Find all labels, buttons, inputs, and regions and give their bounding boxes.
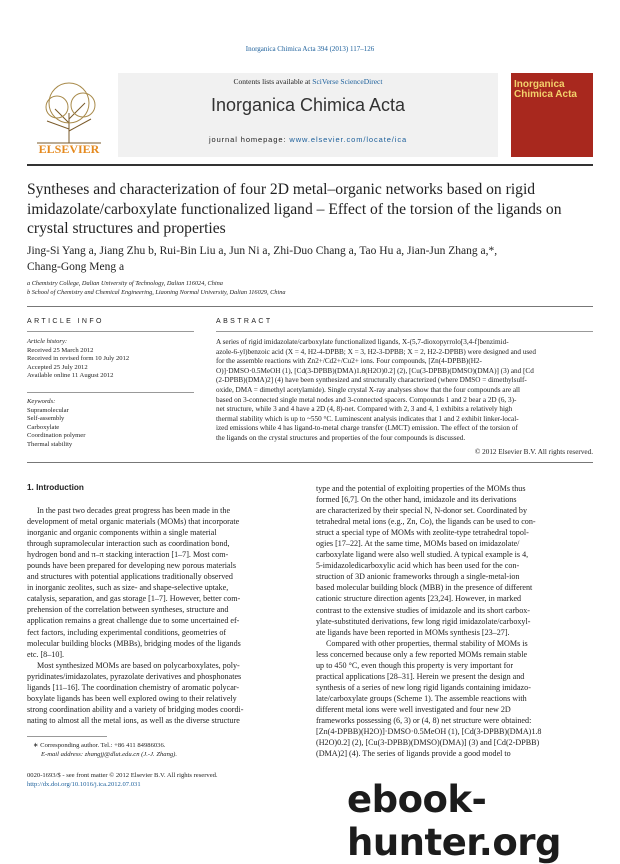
abstract-bottom-rule xyxy=(27,462,593,463)
affiliation-b: b School of Chemistry and Chemical Engineering, Liaoning Normal University, Dalian 116029, China xyxy=(27,289,286,296)
body-line: pounds have been prepared for developing new porous materials xyxy=(27,561,237,571)
body-line: prehension of the correlation between syntheses, structure and xyxy=(27,605,229,615)
copyright-notice: © 2012 Elsevier B.V. All rights reserved. xyxy=(474,448,593,456)
body-line: and structures with potential applications traditionally observed xyxy=(27,572,233,582)
keyword: Self-assembly xyxy=(27,415,65,423)
article-info-heading: ARTICLE INFO xyxy=(27,318,104,325)
body-line: Most synthesized MOMs are based on polycarboxylates, poly- xyxy=(37,660,240,670)
keyword: Coordination polymer xyxy=(27,432,86,440)
body-line: ate ligands have been reported in MOMs synthesis [23–27]. xyxy=(316,627,510,637)
body-line: [Zn(4-DPBB)(H2O)]·DMSO·0.5MeOH (1), [Cd(3-DPBB)(DMA)1.8 xyxy=(316,727,542,737)
contents-prefix: Contents lists available at xyxy=(233,77,313,86)
homepage-link[interactable]: www.elsevier.com/locate/ica xyxy=(289,135,408,144)
body-line: development of metal organic materials (MOMs) that incorporate xyxy=(27,517,240,527)
corresponding-author-note: ∗ Corresponding author. Tel.: +86 411 84986036. xyxy=(33,742,166,749)
abstract-rule xyxy=(216,331,593,332)
body-line: struct a special type of MOMs with zeolite-type tetrahedral topol- xyxy=(316,528,529,538)
body-line: frameworks possessing (6, 3) or (4, 8) net structure were obtained: xyxy=(316,715,532,725)
body-line: application remains a great challenge due to some uncertained ef- xyxy=(27,616,240,626)
site-watermark[interactable]: ebook-hunter.org xyxy=(347,778,561,864)
abstract-line: (2-DPBB)(DMA)2] (4) have been synthesized and structurally characterized (where DMSO = dimethylsulf- xyxy=(216,376,527,385)
authors-line-1[interactable]: Jing-Si Yang a, Jiang Zhu b, Rui-Bin Liu a, Jun Ni a, Zhi-Duo Chang a, Tao Hu a, Jian-Jun Zhang a,*, xyxy=(27,245,498,257)
affiliation-a: a Chemistry College, Dalian University of Technology, Dalian 116024, China xyxy=(27,280,223,287)
body-line: pyridinates/imidazolates, pyrazolate derivatives and phosphonates xyxy=(27,671,242,681)
body-line: strong coordination ability and a variety of bridging modes coordi- xyxy=(27,704,244,714)
body-line: Compared with other properties, thermal stability of MOMs is xyxy=(326,638,528,648)
body-line: catalysis, separation, and gas storage [1–7]. However, better com- xyxy=(27,594,241,604)
elsevier-tree-logo xyxy=(27,73,111,157)
journal-reference[interactable]: Inorganica Chimica Acta 394 (2013) 117–126 xyxy=(245,45,375,53)
homepage-prefix: journal homepage: xyxy=(208,135,290,144)
doi-link[interactable]: http://dx.doi.org/10.1016/j.ica.2012.07.031 xyxy=(27,781,141,788)
body-line: molecular building blocks (MBBs), bridging modes of the ligands xyxy=(27,638,241,648)
body-line: different metal ions were well investigated and four new 2D xyxy=(316,704,511,714)
keyword: Thermal stability xyxy=(27,440,73,448)
journal-cover-title: Inorganica Chimica Acta xyxy=(514,79,577,100)
article-history xyxy=(27,338,177,381)
body-column-left xyxy=(27,505,307,726)
keywords-label: Keywords: xyxy=(27,398,56,405)
abstract-heading: ABSTRACT xyxy=(216,318,273,325)
journal-title: Inorganica Chimica Acta xyxy=(210,95,406,115)
body-line: practical applications [28–31]. Herein we present the design and xyxy=(316,671,525,681)
section-heading-introduction: 1. Introduction xyxy=(27,483,84,492)
body-line: (H2O)0.2] (2), [Cu(3-DPBB)(DMSO)(DMA)] (3) and [Cd(2-DPBB) xyxy=(316,738,540,748)
body-line: struction of 3D anionic frameworks through a single-metal-ion xyxy=(316,572,520,582)
history-rule xyxy=(27,392,194,393)
abstract-line: the ligands on the crystal structures and properties of the four compounds is discussed. xyxy=(216,433,466,442)
body-line: fect factors, including experimental conditions, geometries of xyxy=(27,627,227,637)
body-line: nating to almost all the metal ions, as well as the diverse structure xyxy=(27,715,240,725)
affiliation-rule xyxy=(27,306,593,307)
body-line: carboxylate ligand were also well studied. A typical example is 4, xyxy=(316,550,529,560)
abstract-line: for the assemble reactions with Zn2+/Cd2+/Cu2+ ions. Four compounds, [Zn(4-DPBB)(H2- xyxy=(216,357,482,366)
history-item: Received in revised form 10 July 2012 xyxy=(27,355,130,363)
body-column-right xyxy=(316,483,593,759)
body-line: cationic structure direction agents [23,24]. However, in marked xyxy=(316,594,522,604)
elsevier-wordmark: ELSEVIER xyxy=(38,142,100,156)
body-line: up to 450 °C, even though this property is very important for xyxy=(316,660,514,670)
article-info-rule xyxy=(27,331,194,332)
author-list xyxy=(27,244,597,275)
header-rule xyxy=(27,164,593,166)
body-line: type and the potential of exploiting properties of the MOMs thus xyxy=(316,484,526,493)
body-line: hydrogen bond and π–π stacking interaction [1–7]. Most com- xyxy=(27,550,229,560)
issn-line: 0020-1693/$ - see front matter © 2012 Elsevier B.V. All rights reserved. xyxy=(27,772,218,779)
body-line: boxylate ligands has been well explored owing to their relatively xyxy=(27,693,237,703)
footnote-rule xyxy=(27,736,107,737)
abstract-line: net structure, while 3 and 4 have a 2D (4, 8)-net. Compared with 2, 3 and 4, 1 exhibits a relatively high xyxy=(216,405,513,414)
article-title: Syntheses and characterization of four 2D metal–organic networks based on rigid imidazolate/carboxylate functionalized ligand – Effect of the torsion of the ligands on crystal structures and properties xyxy=(27,181,562,237)
abstract-line: oxide, DMA = dimethyl acetylamide). Single crystal X-ray analyses show that the four compounds are all xyxy=(216,385,521,394)
history-item: Accepted 25 July 2012 xyxy=(27,363,88,371)
abstract-line: A series of rigid imidazolate/carboxylate functionalized ligands, X-(5,7-dioxopyrrolo[3,4-f]benzimid- xyxy=(216,338,509,346)
body-line: inorganic and organic components within a single material xyxy=(27,528,217,538)
body-line: In the past two decades great progress has been made in the xyxy=(37,506,231,515)
body-line: are characterized by their special N, N-donor set. Coordinated by xyxy=(316,506,528,516)
body-line: late/carboxylate groups (Scheme 1). The assemble reactions with xyxy=(316,693,527,703)
body-line: in inorganic zeolites, such as size- and shape-selective uptake, xyxy=(27,583,229,593)
body-line: ylate-substituted derivations, few long rigid imidazolate/carboxyl- xyxy=(316,616,531,626)
history-label: Article history: xyxy=(27,338,68,345)
abstract-line: O)]·DMSO·0.5MeOH (1), [Cd(3-DPBB)(DMA)1.8(H2O)0.2] (2), [Cu(3-DPBB)(DMSO)(DMA)] (3) and [Cd xyxy=(216,366,534,375)
authors-line-2[interactable]: Chang-Gong Meng a xyxy=(27,260,125,273)
body-line: synthesis of a series of new long rigid ligands containing imidazo- xyxy=(316,682,531,692)
keyword: Supramolecular xyxy=(27,406,69,414)
abstract-line: ized emissions while 4 has ligand-to-metal charge transfer (LMCT) emission. The effect of the torsion of xyxy=(216,424,518,433)
body-line: less concerned because only a few reported MOMs remain stable xyxy=(316,649,528,659)
abstract-line: thermal stability which is up to ~550 °C. Luminescent analysis indicates that 1 and 2 exhibit linker-local- xyxy=(216,414,519,423)
abstract-line: azole-6-yl)benzoic acid (X = 4, H2-4-DPBB; X = 3, H2-3-DPBB; X = 2, H2-2-DPBB) were designed and used xyxy=(216,347,536,356)
abstract-line: based on 3-connected single metal nodes and 3-connected spacers. Compounds 1 and 2 bear a 2D (6, 3)- xyxy=(216,395,517,404)
email-note[interactable]: E-mail address: zhangjj@dlut.edu.cn (J.-J. Zhang). xyxy=(41,751,178,758)
body-line: ligands [11–16]. The coordination chemistry of aromatic polycar- xyxy=(27,682,240,692)
front-matter-meta xyxy=(27,771,327,789)
body-line: through supramolecular interaction such as coordination bond, xyxy=(27,539,230,549)
body-line: 5-imidazoledicarboxylic acid which has been used for the con- xyxy=(316,561,520,571)
body-line: formed [6,7]. On the other hand, imidazole and its derivations xyxy=(316,495,517,505)
body-line: (DMA)2] (4). The series of ligands provide a good model to xyxy=(316,749,511,759)
contents-available xyxy=(118,77,498,86)
abstract-body xyxy=(216,338,593,444)
footnote xyxy=(27,741,307,759)
body-line: ogies [17–22]. At the same time, MOMs based on imidazolate/ xyxy=(316,539,520,549)
body-line: etc. [8–10]. xyxy=(27,649,65,659)
history-item: Available online 11 August 2012 xyxy=(27,372,114,380)
body-line: tetrahedral metal ions (e.g., Zn, Co), the ligands can be used to con- xyxy=(316,517,536,527)
body-line: contrast to the extensive studies of imidazole and its short carbox- xyxy=(316,605,530,615)
keyword: Carboxylate xyxy=(27,423,60,431)
history-item: Received 25 March 2012 xyxy=(27,346,94,354)
body-line: based molecular building block (MBB) in the presence of different xyxy=(316,583,533,593)
sciencedirect-link[interactable]: SciVerse ScienceDirect xyxy=(312,77,383,86)
keywords-block xyxy=(27,398,177,450)
journal-homepage xyxy=(118,135,498,144)
